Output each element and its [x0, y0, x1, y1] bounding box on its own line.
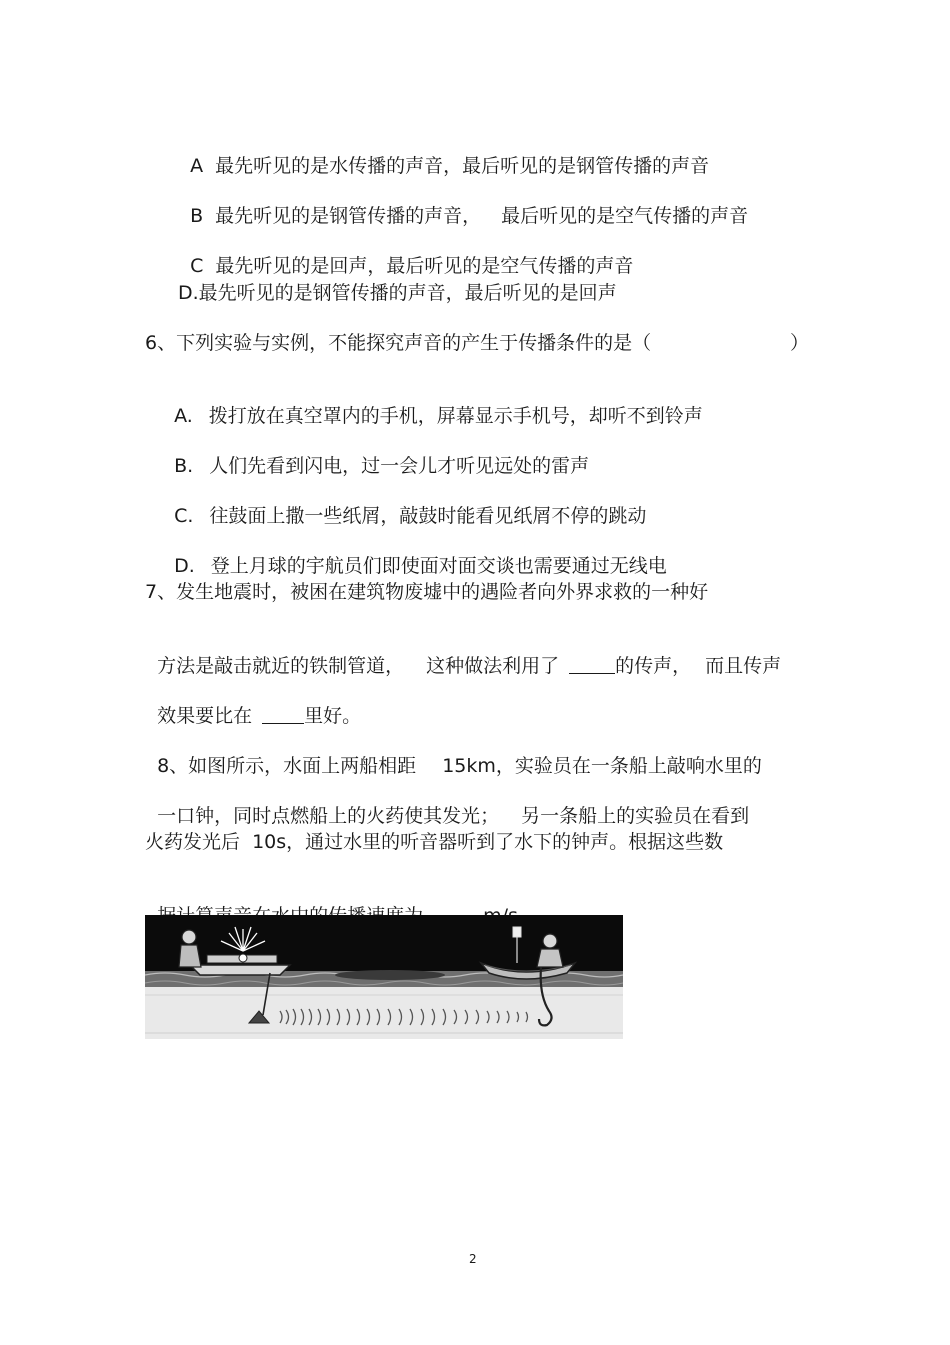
q6-close-paren: ） [790, 332, 810, 354]
q7-blank-2[interactable] [262, 705, 304, 724]
q6-stem: 6、下列实验与实例，不能探究声音的产生于传播条件的是（ [145, 332, 652, 354]
q5-option-b [178, 180, 748, 228]
q7-line-2-a: 方法是敲击就近的铁制管道， [157, 655, 405, 677]
q5-option-b-text-1: 最先听见的是钢管传播的声音， [215, 205, 482, 227]
q7-line-2-c: 的传声， [615, 655, 692, 677]
q6-option-c-letter: C. [174, 505, 194, 527]
q5-option-c [178, 230, 633, 278]
q5-option-d: D.最先听见的是钢管传播的声音，最后听见的是回声 [178, 282, 617, 304]
experiment-figure [145, 915, 623, 1039]
q6-option-b-text: 人们先看到闪电，过一会儿才听见远处的雷声 [209, 455, 590, 477]
q7-line-2 [145, 630, 781, 678]
q8-line-1 [145, 730, 762, 778]
right-experimenter-head [543, 934, 557, 948]
q5-option-b-letter: B [190, 205, 204, 227]
q6-option-a-letter: A. [174, 405, 193, 427]
q8-line-2-a: 一口钟，同时点燃船上的火药使其发光； [157, 805, 500, 827]
q8-distance: 15km， [442, 755, 515, 777]
q8-line-2-b: 另一条船上的实验员在看到 [521, 805, 750, 827]
q8-line-1-a: 8、如图所示，水面上两船相距 [157, 755, 417, 777]
q6-option-d [162, 530, 667, 578]
q6-option-c [162, 480, 646, 528]
q7-line-3-b: 里好。 [304, 705, 362, 727]
q6-option-d-text: 登上月球的宇航员们即使面对面交谈也需要通过无线电 [210, 555, 667, 577]
q8-line-1-c: 实验员在一条船上敲响水里的 [514, 755, 762, 777]
q8-line-2 [145, 780, 749, 828]
q6-option-b-letter: B. [174, 455, 194, 477]
q7-line-2-d: 而且传声 [705, 655, 782, 677]
q5-option-a-text: 最先听见的是水传播的声音，最后听见的是钢管传播的声音 [215, 155, 710, 177]
q5-option-c-letter: C [190, 255, 204, 277]
q7-line-1: 7、发生地震时，被困在建筑物废墟中的遇险者向外界求救的一种好 [145, 581, 709, 603]
left-experimenter-head [182, 930, 196, 944]
q6-option-c-text: 往鼓面上撒一些纸屑，敲鼓时能看见纸屑不停的跳动 [209, 505, 647, 527]
q5-option-c-text: 最先听见的是回声，最后听见的是空气传播的声音 [215, 255, 634, 277]
q5-option-b-text-2: 最后听见的是空气传播的声音 [501, 205, 749, 227]
q7-line-3 [145, 680, 361, 728]
q6-option-b [162, 430, 589, 478]
q6-option-a [162, 380, 703, 428]
q8-line-3: 火药发光后 10s，通过水里的听音器听到了水下的钟声。根据这些数 [145, 831, 724, 853]
q7-line-3-a: 效果要比在 [157, 705, 253, 727]
page-number: 2 [469, 1252, 477, 1266]
q7-blank-1[interactable] [569, 655, 615, 674]
q5-option-a [178, 130, 709, 178]
q5-option-a-letter: A [190, 155, 204, 177]
boats-sound-illustration [145, 915, 623, 1039]
q7-line-2-b: 这种做法利用了 [426, 655, 560, 677]
q6-option-d-letter: D. [174, 555, 195, 577]
q6-option-a-text: 拨打放在真空罩内的手机，屏幕显示手机号，却听不到铃声 [208, 405, 703, 427]
